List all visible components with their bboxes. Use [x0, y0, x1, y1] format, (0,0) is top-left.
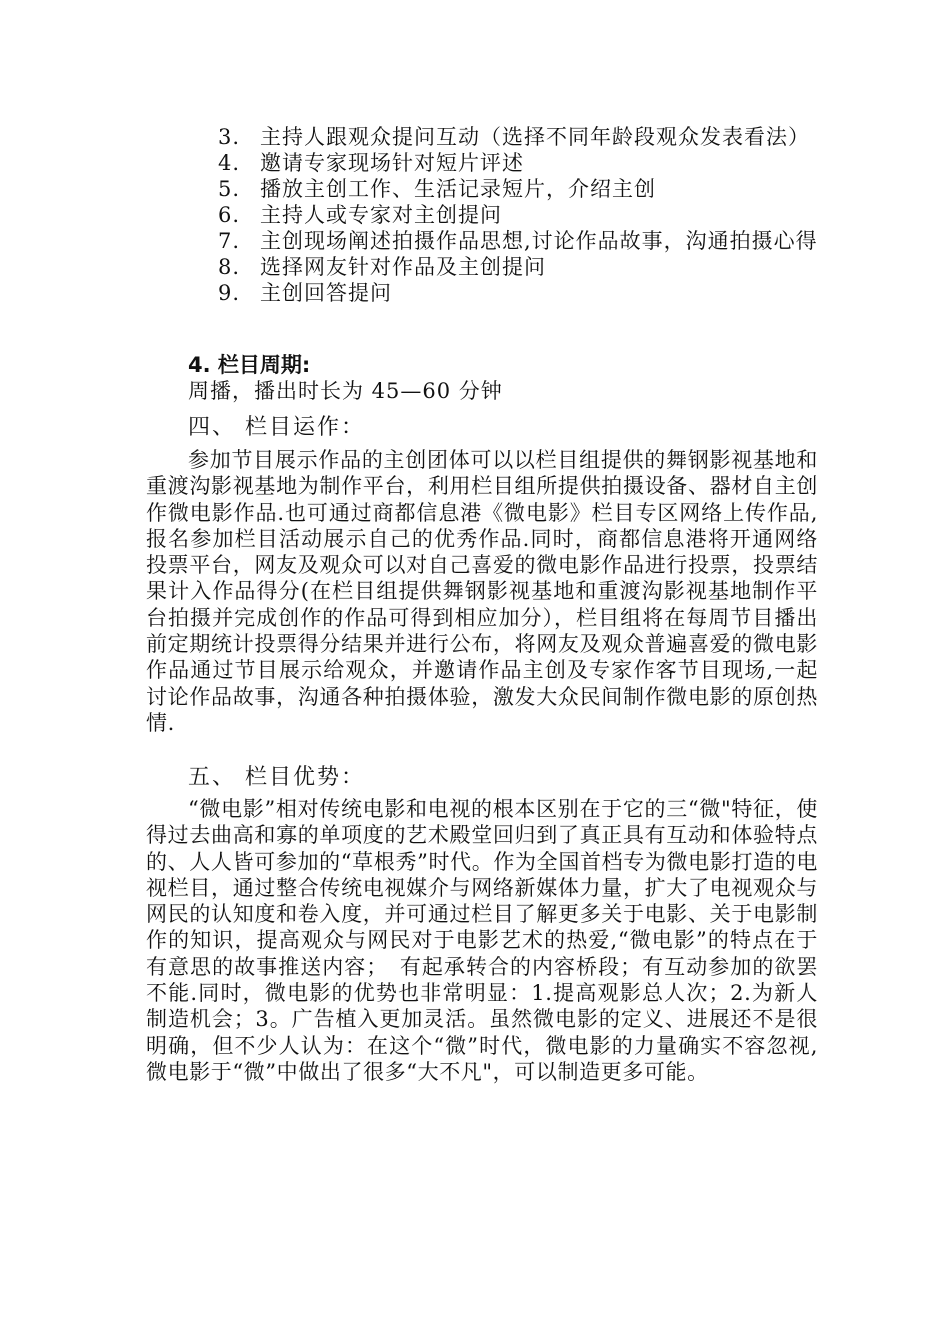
list-item-text: 邀请专家现场针对短片评述: [260, 151, 524, 175]
list-item-number: 8.: [218, 255, 241, 279]
list-item: [218, 202, 818, 228]
list-item-number: 7.: [218, 229, 241, 253]
list-item-text: 播放主创工作、生活记录短片，介绍主创: [260, 177, 656, 201]
numbered-list: [218, 124, 818, 306]
list-item-number: 9.: [218, 281, 241, 305]
period-text: 周播，播出时长为 45—60 分钟: [188, 379, 503, 403]
period-heading: 4. 栏目周期:: [188, 353, 311, 377]
list-item-text: 主创回答提问: [260, 281, 392, 305]
list-item: [218, 150, 818, 176]
list-item: [218, 176, 818, 202]
list-item-text: 选择网友针对作品及主创提问: [260, 255, 546, 279]
section-4-paragraph: 参加节目展示作品的主创团体可以以栏目组提供的舞钢影视基地和重渡沟影视基地为制作平台，利用栏目组所提供拍摄设备、器材自主创作微电影作品.也可通过商都信息港《微电影》栏目专区网络上传作品,报名参加栏目活动展示自己的优秀作品.同时，商都信息港将开通网络投票平台，网友及观众可以对自己喜爱的微电影作品进行投票，投票结果计入作品得分(在栏目组提供舞钢影视基地和重渡沟影视基地制作平台拍摄并完成创作的作品可得到相应加分），栏目组将在每周节目播出前定期统计投票得分结果并进行公布，将网友及观众普遍喜爱的微电影作品通过节目展示给观众，并邀请作品主创及专家作客节目现场,一起讨论作品故事，沟通各种拍摄体验，激发大众民间制作微电影的原创热情.: [146, 448, 818, 735]
list-item-text: 主持人或专家对主创提问: [260, 203, 502, 227]
list-item-number: 3.: [218, 125, 241, 149]
section-5-paragraph: “微电影”相对传统电影和电视的根本区别在于它的三“微"特征，使得过去曲高和寡的单项度的艺术殿堂回归到了真正具有互动和体验特点的、人人皆可参加的“草根秀”时代。作为全国首档专为微电影打造的电视栏目，通过整合传统电视媒介与网络新媒体力量，扩大了电视观众与网民的认知度和卷入度，并可通过栏目了解更多关于电影、关于电影制作的知识，提高观众与网民对于电影艺术的热爱,“微电影”的特点在于有意思的故事推送内容； 有起承转合的内容桥段；有互动参加的欲罢不能.同时，微电影的优势也非常明显：1.提高观影总人次；2.为新人制造机会；3。广告植入更加灵活。虽然微电影的定义、进展还不是很明确，但不少人认为：在这个“微”时代，微电影的力量确实不容忽视,微电影于“微”中做出了很多“大不凡"，可以制造更多可能。: [146, 797, 818, 1084]
list-item-text: 主创现场阐述拍摄作品思想,讨论作品故事，沟通拍摄心得: [260, 229, 818, 253]
list-item-number: 4.: [218, 151, 241, 175]
list-item: [218, 280, 818, 306]
list-item: [218, 254, 818, 280]
section-4-heading: 四、 栏目运作：: [188, 415, 365, 440]
list-item-text: 主持人跟观众提问互动（选择不同年龄段观众发表看法）: [260, 125, 810, 149]
list-item: [218, 228, 818, 254]
section-5-heading: 五、 栏目优势：: [188, 765, 365, 790]
list-item-number: 5.: [218, 177, 241, 201]
list-item: [218, 124, 818, 150]
list-item-number: 6.: [218, 203, 241, 227]
